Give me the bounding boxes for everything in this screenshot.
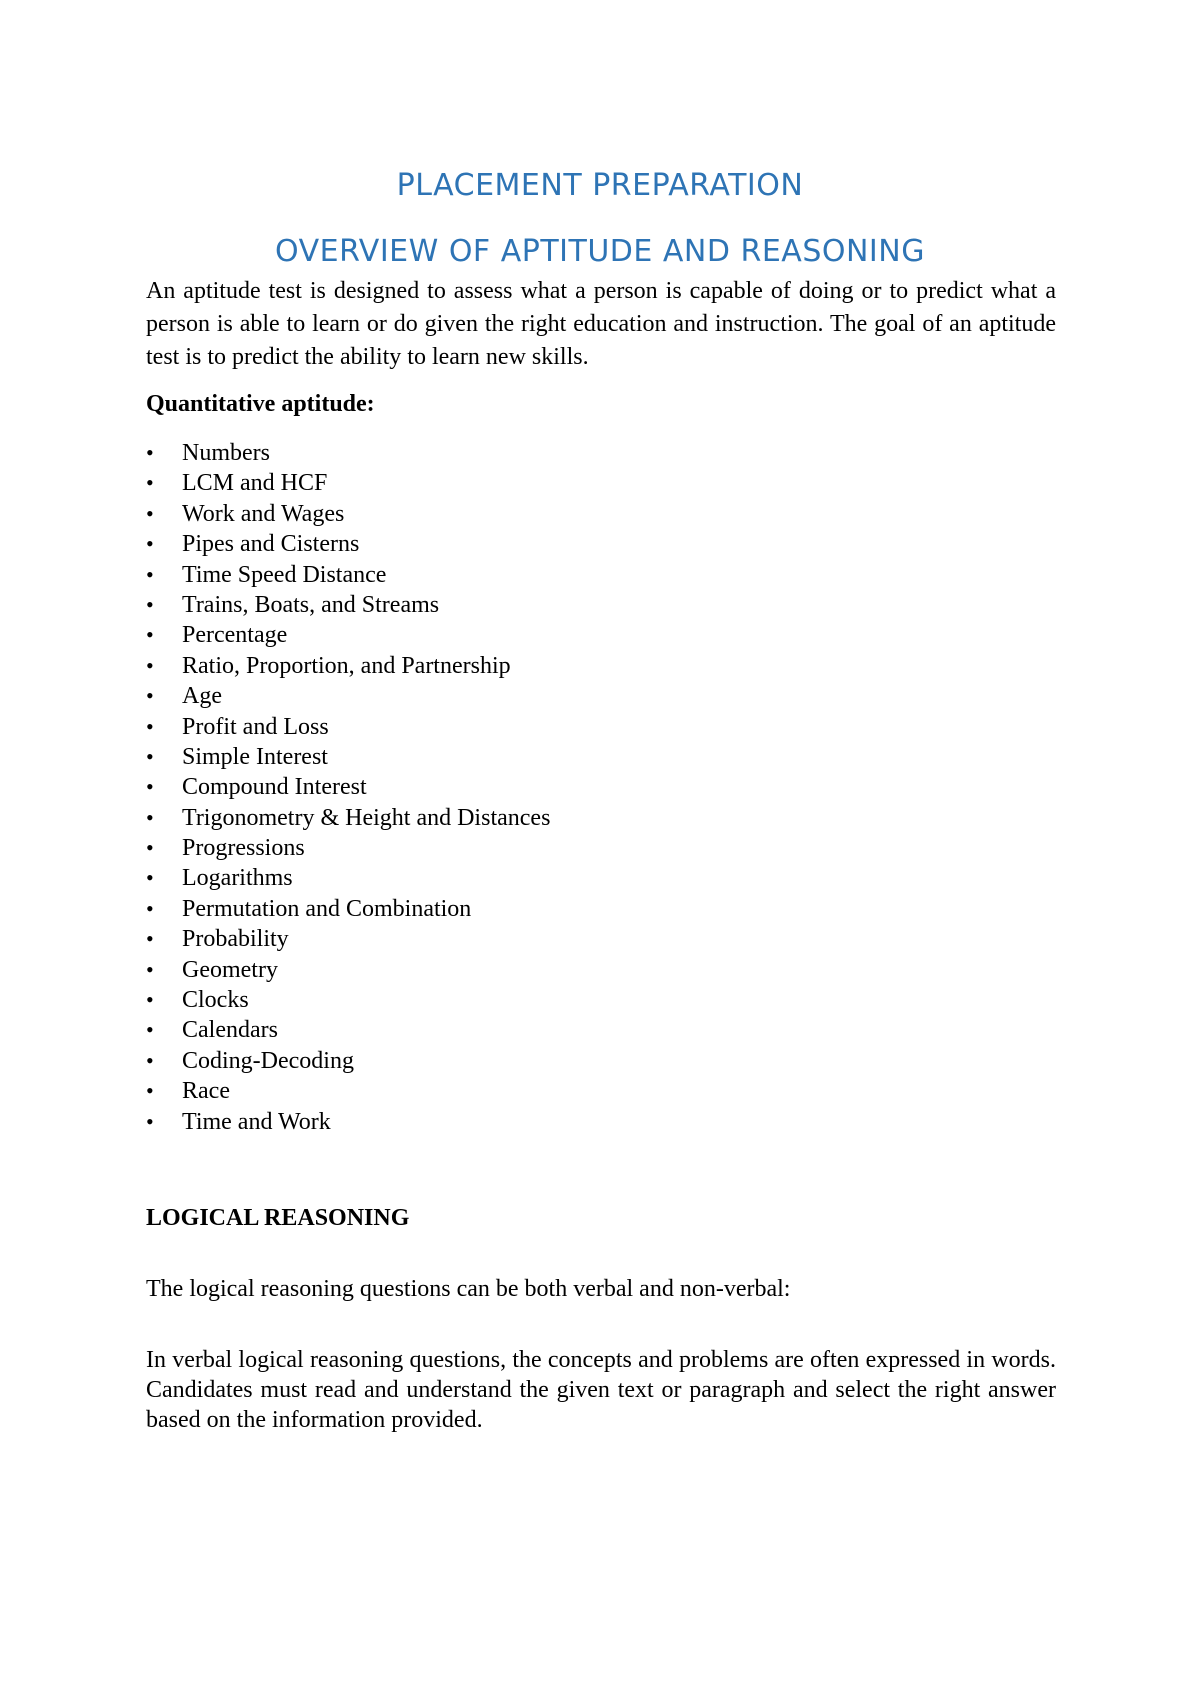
list-item-label: Coding-Decoding xyxy=(182,1047,354,1074)
bullet-icon: • xyxy=(146,683,154,709)
list-item xyxy=(146,620,550,650)
list-item-label: Logarithms xyxy=(182,865,293,892)
list-item-label: Simple Interest xyxy=(182,743,328,770)
list-item-label: Time and Work xyxy=(182,1108,331,1135)
list-item xyxy=(146,803,550,833)
bullet-icon: • xyxy=(146,561,154,587)
bullet-icon: • xyxy=(146,743,154,769)
list-item-label: Pipes and Cisterns xyxy=(182,531,360,558)
bullet-icon: • xyxy=(146,926,154,952)
bullet-icon: • xyxy=(146,774,154,800)
list-item-label: Geometry xyxy=(182,956,278,983)
bullet-icon: • xyxy=(146,1108,154,1134)
list-item xyxy=(146,468,550,498)
list-item xyxy=(146,833,550,863)
bullet-icon: • xyxy=(146,440,154,465)
page-subtitle: OVERVIEW OF APTITUDE AND REASONING xyxy=(275,234,925,269)
list-item-label: Ratio, Proportion, and Partnership xyxy=(182,652,511,679)
list-item-label: Race xyxy=(182,1078,230,1105)
quantitative-aptitude-heading: Quantitative aptitude: xyxy=(146,391,375,417)
list-item xyxy=(146,863,550,893)
bullet-icon: • xyxy=(146,531,154,557)
bullet-icon: • xyxy=(146,956,154,982)
list-item-label: Compound Interest xyxy=(182,774,367,801)
list-item xyxy=(146,985,550,1015)
list-item xyxy=(146,1107,550,1137)
bullet-icon: • xyxy=(146,1078,154,1104)
bullet-icon: • xyxy=(146,1017,154,1043)
bullet-icon: • xyxy=(146,987,154,1013)
bullet-icon: • xyxy=(146,835,154,861)
list-item-label: Age xyxy=(182,683,222,710)
bullet-icon: • xyxy=(146,713,154,739)
list-item-label: Time Speed Distance xyxy=(182,561,387,588)
list-item-label: Progressions xyxy=(182,835,305,862)
bullet-icon: • xyxy=(146,895,154,921)
list-item xyxy=(146,560,550,590)
bullet-icon: • xyxy=(146,470,154,496)
list-item xyxy=(146,681,550,711)
bullet-icon: • xyxy=(146,591,154,617)
logical-reasoning-heading: LOGICAL REASONING xyxy=(146,1205,410,1231)
reasoning-intro-paragraph: The logical reasoning questions can be both verbal and non-verbal: xyxy=(146,1276,791,1302)
list-item xyxy=(146,712,550,742)
bullet-icon: • xyxy=(146,804,154,830)
list-item-label: Permutation and Combination xyxy=(182,895,472,922)
list-item xyxy=(146,924,550,954)
list-item xyxy=(146,894,550,924)
list-item-label: Clocks xyxy=(182,987,249,1014)
list-item-label: Numbers xyxy=(182,440,270,466)
bullet-icon: • xyxy=(146,865,154,891)
bullet-icon: • xyxy=(146,1047,154,1073)
list-item xyxy=(146,1046,550,1076)
list-item xyxy=(146,742,550,772)
list-item xyxy=(146,651,550,681)
list-item-label: Trains, Boats, and Streams xyxy=(182,591,440,618)
bullet-icon: • xyxy=(146,622,154,648)
list-item-label: Trigonometry & Height and Distances xyxy=(182,804,551,831)
list-item-label: Calendars xyxy=(182,1017,278,1044)
list-item-label: Profit and Loss xyxy=(182,713,329,740)
intro-paragraph: An aptitude test is designed to assess what a person is capable of doing or to predict what a person is able to learn or do given the right education and instruction. The goal of an aptitude test is to predict the ability to learn new skills. xyxy=(146,278,1056,370)
list-item xyxy=(146,529,550,559)
topic-list xyxy=(146,438,550,1137)
list-item xyxy=(146,590,550,620)
list-item xyxy=(146,772,550,802)
bullet-icon: • xyxy=(146,500,154,526)
list-item-label: Percentage xyxy=(182,622,288,649)
list-item xyxy=(146,1076,550,1106)
list-item-label: Probability xyxy=(182,926,289,953)
list-item-label: LCM and HCF xyxy=(182,470,328,497)
list-item xyxy=(146,438,550,468)
verbal-reasoning-paragraph: In verbal logical reasoning questions, the concepts and problems are often expressed in words. Candidates must read and understand the given text or paragraph and select the right answer based on the information provided. xyxy=(146,1347,1056,1433)
list-item xyxy=(146,1015,550,1045)
list-item xyxy=(146,499,550,529)
bullet-icon: • xyxy=(146,652,154,678)
page-title: PLACEMENT PREPARATION xyxy=(396,168,804,203)
list-item xyxy=(146,955,550,985)
list-item-label: Work and Wages xyxy=(182,500,345,527)
